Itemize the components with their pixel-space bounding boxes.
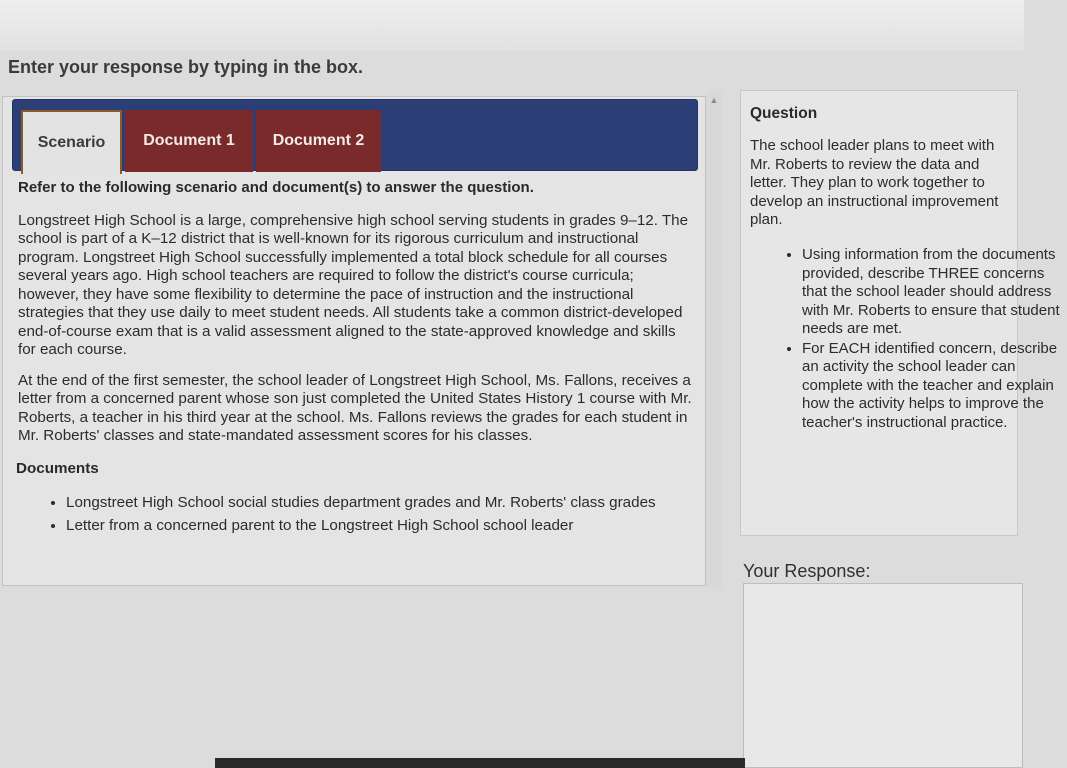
response-textarea[interactable] <box>743 583 1023 768</box>
instruction-text: Enter your response by typing in the box. <box>8 57 364 77</box>
question-bullet: • Using information from the documents provided, describe THREE concerns that the school leader should address with Mr. Roberts to ensure that student needs are met. <box>802 246 1067 339</box>
scroll-up-arrow-icon[interactable]: ▲ <box>709 95 719 105</box>
question-title: Question <box>750 105 818 122</box>
documents-list <box>16 494 696 535</box>
scenario-paragraph-1: Longstreet High School is a large, comprehensive high school serving students in grades 9–12. The school is part of a K–12 district that is well-known for its rigorous curriculum and instructional program. Longstreet High School successfully implemented a total block schedule for all courses several years ago. High school teachers are required to follow the district's course curricula; however, they have some flexibility to determine the pace of instruction and the instructional strategies that they use daily to meet student needs. All students take a common district-developed end-of-course exam that is a valid assessment aligned to the state-approved knowledge and skills for each course. <box>18 211 689 358</box>
scenario-paragraph-2: At the end of the first semester, the school leader of Longstreet High School, Ms. Fallons, receives a letter from a concerned parent whose son just completed the United States History 1 course with Mr. Roberts, a teacher in his third year at the school. Ms. Fallons reviews the grades for each student in Mr. Roberts' classes and state-mandated assessment scores for his classes. <box>18 371 692 444</box>
document-list-item: • Letter from a concerned parent to the Longstreet High School school leader <box>66 517 696 536</box>
scenario-heading: Refer to the following scenario and document(s) to answer the question. <box>18 179 534 196</box>
documents-heading: Documents <box>16 459 99 477</box>
scenario-scrollbar[interactable] <box>706 92 722 588</box>
scenario-content <box>16 179 696 539</box>
browser-top-strip <box>0 0 1024 50</box>
taskbar-edge <box>215 758 745 768</box>
scenario-panel <box>2 96 706 586</box>
question-bullet: • For EACH identified concern, describe an activity the school leader can complete with the teacher and explain how the activity helps to improve the teacher's instructional practice. <box>802 340 1067 433</box>
document-list-item: • Longstreet High School social studies department grades and Mr. Roberts' class grades <box>66 494 696 513</box>
question-panel <box>740 90 1060 536</box>
tab-bar <box>12 99 698 171</box>
tab-scenario[interactable]: Scenario <box>21 110 122 174</box>
question-bullets <box>750 246 1067 433</box>
tab-document-2[interactable]: Document 2 <box>256 110 381 172</box>
tab-document-1[interactable]: Document 1 <box>125 110 253 172</box>
response-label: Your Response: <box>743 561 871 581</box>
question-text: The school leader plans to meet with Mr. Roberts to review the data and letter. They plan to work together to develop an instructional improvement plan. <box>750 137 999 228</box>
